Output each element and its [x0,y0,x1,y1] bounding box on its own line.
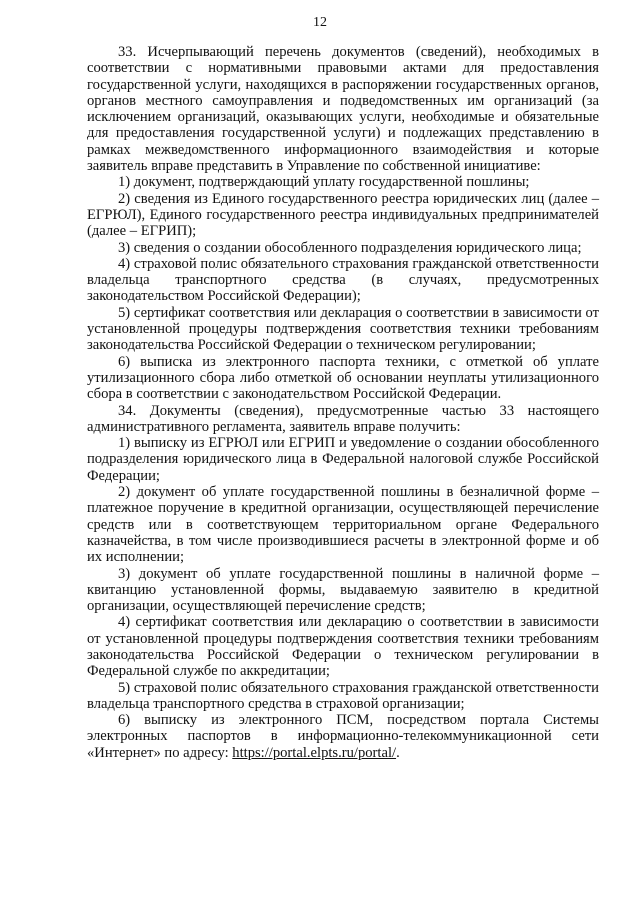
page-number: 12 [313,15,327,30]
list-item-suffix: . [396,744,400,761]
document-body [87,44,599,761]
list-item: 2) документ об уплате государственной пошлины в безналичной форме – платежное поручение в кредитной организации, осуществляющей перечисление средств или в соответствующем территориальном органе Федерального казначейства, в том числе производившиеся расчеты в электронной форме и об их исполнении; [87,484,599,566]
list-item: 1) выписку из ЕГРЮЛ или ЕГРИП и уведомление о создании обособленного подразделения юридического лица в Федеральной налоговой службе Российской Федерации; [87,435,599,484]
list-item: 4) страховой полис обязательного страхования гражданской ответственности владельца транспортного средства (в случаях, предусмотренных законодательством Российской Федерации); [87,255,599,305]
list-item: 2) сведения из Единого государственного реестра юридических лиц (далее – ЕГРЮЛ), Единого государственного реестра индивидуальных предпринимателей (далее – ЕГРИП); [87,190,599,240]
list-item: 6) выписка из электронного паспорта техники, с отметкой об уплате утилизационного сбора либо отметкой об основании неуплаты утилизационного сбора в соответствии с законодательством Российской Федерации. [87,353,599,403]
list-item: 4) сертификат соответствия или декларацию о соответствии в зависимости от установленной процедуры подтверждения соответствия техники требованиям законодательства Российской Федерации о техническом регулировании в Федеральной службе по аккредитации; [87,614,599,680]
list-item: 5) сертификат соответствия или декларация о соответствии в зависимости от установленной процедуры подтверждения соответствия техники требованиям законодательства Российской Федерации о техническом регулировании; [87,304,599,354]
list-item: 3) сведения о создании обособленного подразделения юридического лица; [118,239,582,256]
list-item-text: 6) выписку из электронного ПСМ, посредством портала Системы электронных паспортов в информационно-телекоммуникационной сети «Интернет» по адресу: [87,712,599,761]
list-item: 5) страховой полис обязательного страхования гражданской ответственности владельца транспортного средства в страховой организации; [87,679,599,712]
list-item: 1) документ, подтверждающий уплату государственной пошлины; [118,174,530,191]
paragraph-34-intro: 34. Документы (сведения), предусмотренные частью 33 настоящего административного регламента, заявитель вправе получить: [87,402,599,435]
list-item: 3) документ об уплате государственной пошлины в наличной форме – квитанцию установленной формы, выдаваемую заявителю в кредитной организации, осуществляющей перечисление средств; [87,565,599,615]
paragraph-33-intro: 33. Исчерпывающий перечень документов (сведений), необходимых в соответствии с нормативными правовыми актами для предоставления государственной услуги, находящихся в распоряжении государственных органов, органов местного самоуправления и подведомственных им организаций (за исключением организаций, оказывающих услуги, необходимые и обязательные для предоставления государственной услуги) и подлежащих представлению в рамках межведомственного информационного взаимодействия и которые заявитель вправе представить в Управление по собственной инициативе: [87,44,599,175]
portal-link[interactable]: https://portal.elpts.ru/portal/ [232,744,397,761]
list-item-with-link [87,712,599,761]
